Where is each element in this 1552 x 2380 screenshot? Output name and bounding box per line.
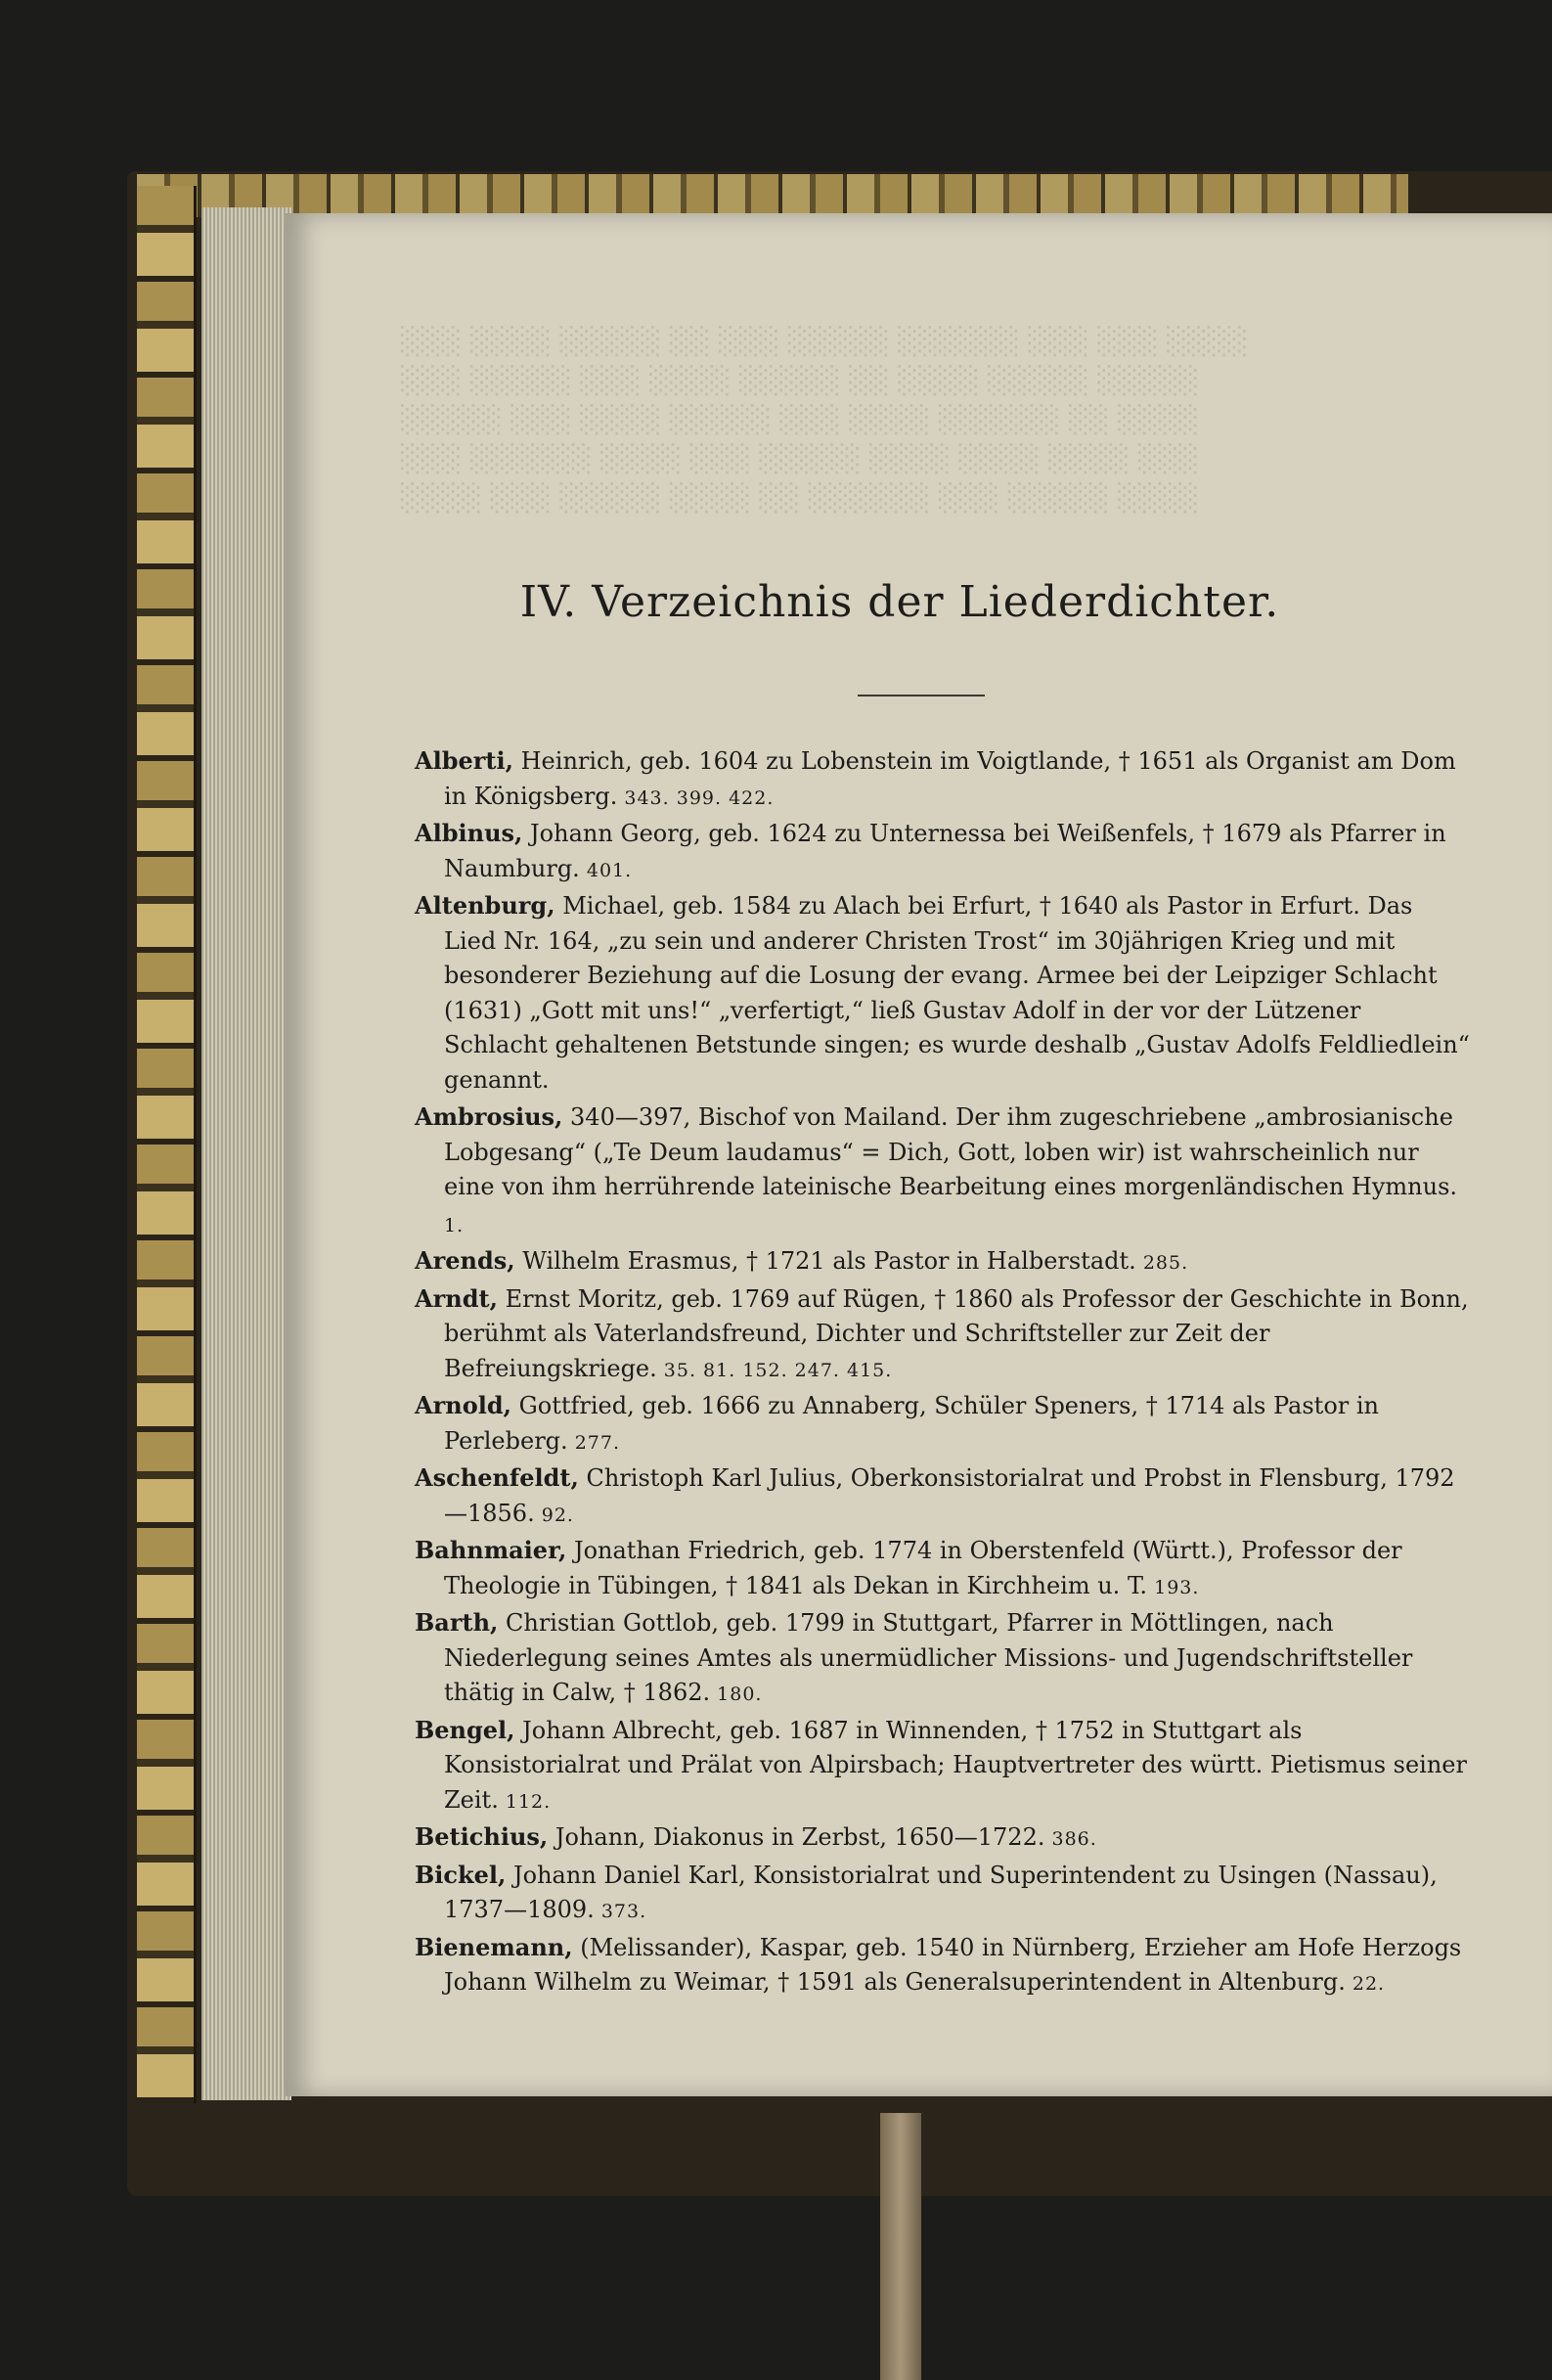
poet-name: Albinus, bbox=[415, 819, 523, 847]
poet-description: Johann Albrecht, geb. 1687 in Winnenden, † 1752 in Stuttgart als Konsistorialrat und Prälat von Alpirsbach; Hauptvertreter des württ. Pietismus seiner Zeit. bbox=[444, 1716, 1467, 1814]
poet-name: Bengel, bbox=[415, 1715, 515, 1744]
list-item bbox=[415, 816, 1471, 888]
poet-name: Arnold, bbox=[415, 1391, 511, 1419]
list-item bbox=[415, 1100, 1471, 1243]
list-item bbox=[415, 1930, 1471, 2002]
poet-name: Bickel, bbox=[415, 1860, 507, 1889]
hymn-references: 386. bbox=[1044, 1828, 1097, 1850]
bookmark-ribbon bbox=[880, 2113, 921, 2380]
poet-description: Johann Georg, geb. 1624 zu Unternessa bei Weißenfels, † 1679 als Pfarrer in Naumburg. bbox=[444, 820, 1446, 882]
list-item bbox=[415, 1858, 1471, 1930]
hymn-references: 277. bbox=[567, 1431, 621, 1454]
poet-name: Alberti, bbox=[415, 746, 513, 775]
hymn-references: 373. bbox=[594, 1901, 647, 1922]
poet-description: (Melissander), Kaspar, geb. 1540 in Nürnberg, Erzieher am Hofe Herzogs Johann Wilhelm zu Weimar, † 1591 als Generalsuperintendent in Altenburg. bbox=[444, 1933, 1462, 1996]
list-item bbox=[415, 1605, 1471, 1713]
hymn-references: 22. bbox=[1345, 1973, 1386, 1995]
list-item bbox=[415, 1243, 1471, 1281]
hymn-references: 92. bbox=[534, 1504, 574, 1526]
poet-description: 340—397, Bischof von Mailand. Der ihm zugeschriebene „ambrosianische Lobgesang“ („Te Deum laudamus“ = Dich, Gott, loben wir) ist wahrscheinlich nur eine von ihm herrührende lateinische Bearbeitung eines morgenländischen Hymnus. bbox=[444, 1103, 1458, 1200]
hymn-references: 112. bbox=[498, 1790, 552, 1813]
poet-name: Altenburg, bbox=[415, 891, 555, 920]
hymn-references: 343. 399. 422. bbox=[617, 786, 775, 809]
poet-name: Arends, bbox=[415, 1246, 515, 1275]
page-edges bbox=[201, 207, 291, 2100]
list-item bbox=[415, 888, 1471, 1100]
poet-description: Wilhelm Erasmus, † 1721 als Pastor in Halberstadt. bbox=[514, 1247, 1136, 1275]
hymn-references: 285. bbox=[1135, 1252, 1189, 1274]
poet-description: Christoph Karl Julius, Oberkonsistorialrat und Probst in Flensburg, 1792—1856. bbox=[444, 1464, 1455, 1527]
poet-description: Ernst Moritz, geb. 1769 auf Rügen, † 1860 als Professor der Geschichte in Bonn, berühmt als Vaterlandsfreund, Dichter und Schriftsteller zur Zeit der Befreiungskriege. bbox=[444, 1284, 1469, 1382]
poet-name: Bahnmaier, bbox=[415, 1536, 567, 1564]
gilt-top-edge bbox=[137, 174, 1408, 217]
poet-index-list bbox=[415, 743, 1471, 2002]
gilt-spine-ornament bbox=[137, 186, 197, 2103]
heading-divider bbox=[858, 695, 985, 696]
poet-name: Aschenfeldt, bbox=[415, 1463, 579, 1492]
poet-name: Bienemann, bbox=[415, 1932, 573, 1961]
hymn-references: 1. bbox=[444, 1214, 465, 1236]
list-item bbox=[415, 1713, 1471, 1820]
list-item bbox=[415, 1281, 1471, 1389]
poet-description: Heinrich, geb. 1604 zu Lobenstein im Voigtlande, † 1651 als Organist am Dom in Königsberg. bbox=[444, 747, 1456, 810]
poet-description: Gottfried, geb. 1666 zu Annaberg, Schüler Speners, † 1714 als Pastor in Perleberg. bbox=[444, 1392, 1379, 1455]
page-heading: IV. Verzeichnis der Liederdichter. bbox=[519, 577, 1280, 627]
poet-name: Arndt, bbox=[415, 1283, 498, 1313]
list-item bbox=[415, 1460, 1471, 1533]
poet-description: Christian Gottlob, geb. 1799 in Stuttgart, Pfarrer in Möttlingen, nach Niederlegung seines Amtes als unermüdlicher Missions- und Jugendschriftsteller thätig in Calw, † 1862. bbox=[444, 1609, 1413, 1706]
poet-name: Ambrosius, bbox=[415, 1102, 563, 1131]
hymn-references: 35. 81. 152. 247. 415. bbox=[656, 1359, 893, 1381]
hymn-references: 401. bbox=[579, 859, 633, 881]
list-item bbox=[415, 743, 1471, 816]
hymn-references: 180. bbox=[710, 1684, 763, 1705]
poet-description: Johann, Diakonus in Zerbst, 1650—1722. bbox=[548, 1823, 1045, 1851]
list-item bbox=[415, 1533, 1471, 1605]
show-through-text: ░░░ ░░░░ ░░░░░ ░░ ░░░ ░░░░░ ░░░░░░ ░░░ ░░░ ░░░░ ░░░ ░░░░░ ░░░ ░░░░ ░░░░░ ░░ ░░░░ ░░░░░ ░░░░░ ░░░░░ ░░░ ░░░░ ░░░░░ ░░░ ░░░░ ░░░░░░ ░░ ░░░░ ░░░ ░░░░░░ ░░░░ ░░░ ░░░░░ ░░░░ ░░░░ ░░░░ ░░░ ░░░░ ░░░ ░░░░░ ░░░░ ░░ ░░░░░░ ░░░ ░░░░░ ░░░░ bbox=[401, 327, 1249, 514]
hymn-references: 193. bbox=[1147, 1576, 1200, 1598]
poet-description: Jonathan Friedrich, geb. 1774 in Oberstenfeld (Württ.), Professor der Theologie in Tübingen, † 1841 als Dekan in Kirchheim u. T. bbox=[444, 1537, 1402, 1599]
poet-description: Michael, geb. 1584 zu Alach bei Erfurt, † 1640 als Pastor in Erfurt. Das Lied Nr. 164, „zu sein und anderer Christen Trost“ im 30jährigen Krieg und mit besonderer Beziehung auf die Losung der evang. Armee bei der Leipziger Schlacht (1631) „Gott mit uns!“ „verfertigt,“ ließ Gustav Adolf in der vor der Lützener Schlacht gehaltenen Betstunde singen; es wurde deshalb „Gustav Adolfs Feldliedlein“ genannt. bbox=[444, 892, 1470, 1094]
poet-name: Barth, bbox=[415, 1608, 499, 1637]
poet-description: Johann Daniel Karl, Konsistorialrat und Superintendent zu Usingen (Nassau), 1737—1809. bbox=[444, 1861, 1438, 1923]
list-item bbox=[415, 1388, 1471, 1460]
poet-name: Betichius, bbox=[415, 1822, 549, 1851]
list-item bbox=[415, 1819, 1471, 1858]
